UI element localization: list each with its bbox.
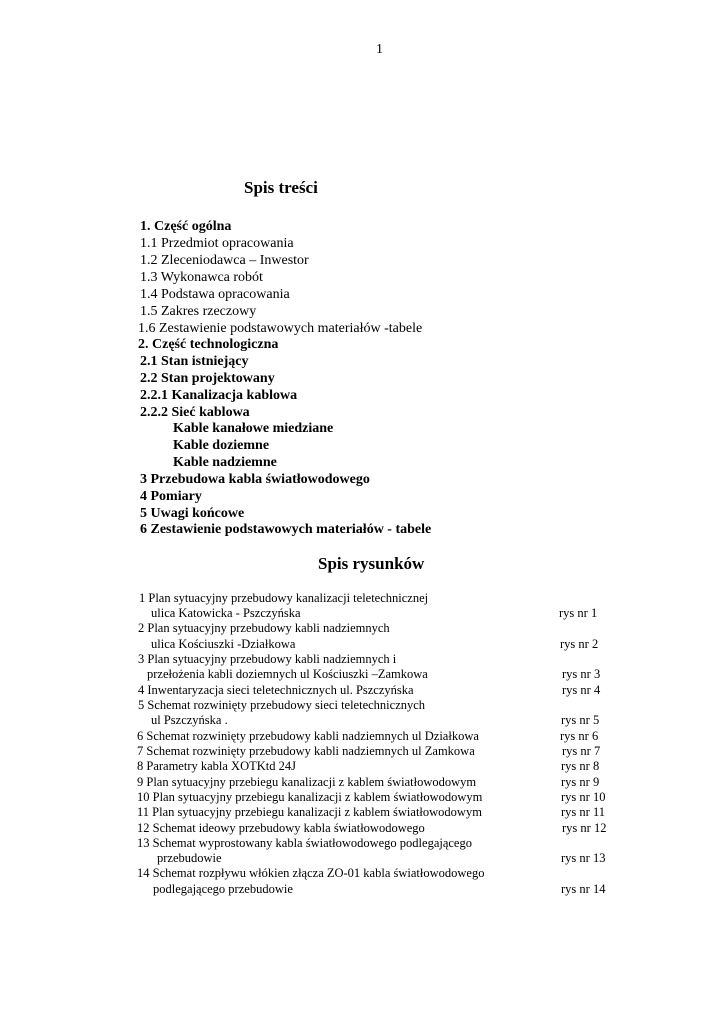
toc-item: 6 Zestawienie podstawowych materiałów - tabele bbox=[140, 522, 432, 537]
figure-ref: rys nr 3 bbox=[562, 667, 601, 681]
figure-ref: rys nr 13 bbox=[561, 851, 606, 865]
figure-line: 4 Inwentaryzacja sieci teletechnicznych ul. Pszczyńska bbox=[138, 683, 414, 697]
figure-line: 1 Plan sytuacyjny przebudowy kanalizacji teletechnicznej bbox=[139, 591, 429, 605]
toc-item: Kable kanałowe miedziane bbox=[173, 421, 334, 436]
figure-line: przebudowie bbox=[157, 851, 222, 865]
figure-ref: rys nr 8 bbox=[561, 759, 600, 773]
figure-ref: rys nr 6 bbox=[560, 729, 599, 743]
toc-item: 5 Uwagi końcowe bbox=[140, 506, 245, 521]
figure-ref: rys nr 2 bbox=[560, 637, 599, 651]
figure-ref: rys nr 1 bbox=[559, 606, 598, 620]
figure-line: 14 Schemat rozpływu włókien złącza ZO-01 kabla światłowodowego bbox=[137, 866, 485, 880]
toc-item: Kable nadziemne bbox=[173, 455, 277, 470]
figure-line: 9 Plan sytuacyjny przebiegu kanalizacji z kablem światłowodowym bbox=[137, 775, 477, 789]
figures-title: Spis rysunków bbox=[318, 554, 425, 573]
toc-item: 2. Część technologiczna bbox=[138, 337, 279, 352]
toc-item: 2.2.2 Sieć kablowa bbox=[140, 405, 250, 420]
toc-item: 3 Przebudowa kabla światłowodowego bbox=[140, 472, 370, 487]
figure-line: 5 Schemat rozwinięty przebudowy sieci teletechnicznych bbox=[138, 698, 426, 712]
page-number: 1 bbox=[376, 42, 383, 57]
figure-line: 6 Schemat rozwinięty przebudowy kabli nadziemnych ul Działkowa bbox=[137, 729, 479, 743]
figure-ref: rys nr 7 bbox=[562, 744, 601, 758]
figure-ref: rys nr 5 bbox=[561, 713, 600, 727]
figure-line: przełożenia kabli doziemnych ul Kościuszki –Zamkowa bbox=[147, 667, 428, 681]
toc-item: 1. Część ogólna bbox=[140, 219, 232, 234]
figure-ref: rys nr 9 bbox=[561, 775, 600, 789]
toc-title: Spis treści bbox=[244, 178, 318, 197]
figure-line: 13 Schemat wyprostowany kabla światłowodowego podlegającego bbox=[137, 836, 472, 850]
figure-line: 11 Plan sytuacyjny przebiegu kanalizacji z kablem światłowodowym bbox=[137, 805, 482, 819]
toc-item: 1.6 Zestawienie podstawowych materiałów -tabele bbox=[138, 321, 423, 336]
toc-item: 1.5 Zakres rzeczowy bbox=[140, 304, 257, 319]
figure-line: 12 Schemat ideowy przebudowy kabla światłowodowego bbox=[137, 821, 425, 835]
toc-item: 1.4 Podstawa opracowania bbox=[140, 287, 290, 302]
figure-line: 2 Plan sytuacyjny przebudowy kabli nadziemnych bbox=[138, 621, 390, 635]
figure-line: 10 Plan sytuacyjny przebiegu kanalizacji z kablem światłowodowym bbox=[137, 790, 483, 804]
toc-item: 1.2 Zleceniodawca – Inwestor bbox=[140, 253, 309, 268]
toc-item: 1.3 Wykonawca robót bbox=[140, 270, 263, 285]
figure-ref: rys nr 14 bbox=[561, 882, 606, 896]
toc-item: Kable doziemne bbox=[173, 438, 270, 453]
toc-item: 1.1 Przedmiot opracowania bbox=[140, 236, 294, 251]
figure-ref: rys nr 11 bbox=[561, 805, 605, 819]
figure-line: ul Pszczyńska . bbox=[151, 713, 228, 727]
figure-line: ulica Kościuszki -Działkowa bbox=[151, 637, 296, 651]
toc-item: 2.2.1 Kanalizacja kablowa bbox=[140, 388, 298, 403]
figure-ref: rys nr 4 bbox=[562, 683, 601, 697]
figure-line: 8 Parametry kabla XOTKtd 24J bbox=[137, 759, 296, 773]
figure-ref: rys nr 12 bbox=[562, 821, 607, 835]
figure-line: podlegającego przebudowie bbox=[153, 882, 293, 896]
toc-item: 2.1 Stan istniejący bbox=[140, 354, 249, 369]
figure-line: 7 Schemat rozwinięty przebudowy kabli nadziemnych ul Zamkowa bbox=[137, 744, 475, 758]
figure-line: 3 Plan sytuacyjny przebudowy kabli nadziemnych i bbox=[138, 652, 397, 666]
figure-ref: rys nr 10 bbox=[561, 790, 606, 804]
toc-item: 2.2 Stan projektowany bbox=[140, 371, 275, 386]
toc-item: 4 Pomiary bbox=[140, 489, 202, 504]
figure-line: ulica Katowicka - Pszczyńska bbox=[151, 606, 301, 620]
